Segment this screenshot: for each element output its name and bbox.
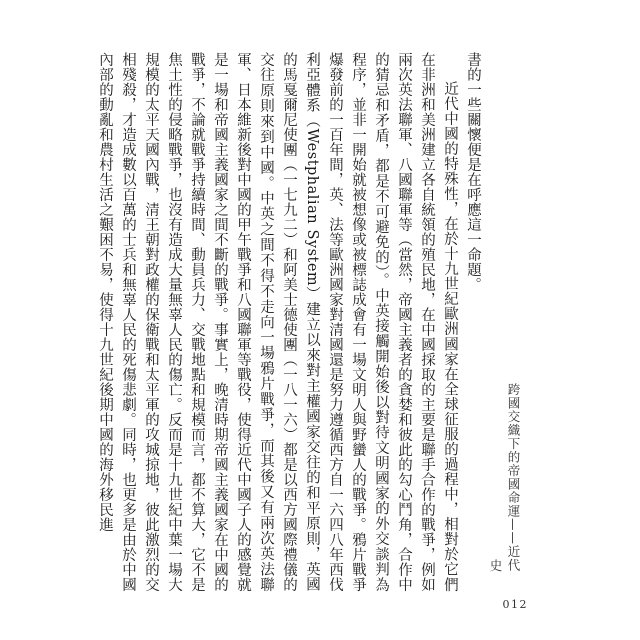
paragraph-modern-china: 近代中國的特殊性，在於十九世紀歐洲國家在全球征服的過程中，相對於它們在非洲和美洲建立各自統領的殖民地，在中國採取的主要是聯手合作的戰爭，例如兩次英法聯軍、八國聯軍等（當然，帝國主義者的貪婪和彼此的勾心鬥角，合作中的猜忌和矛盾，都是不可避免的）。中英接觸開始後以對待文明國家的外交談判為程序，並非一開始就被想像或被標誌成會有一場文明人與野蠻人的戰爭。鴉片戰爭爆發前的一百年間，英、法等歐洲國家對清國還是努力遵循西方自一六四八年西伐利亞體系（Westphalian System）建立以來對主權國家交往的和平原則，英國的馬戛爾尼使團（一七九二）和阿美士德使團（一八一六）都是以西方國際禮儀的交往原則來到中國。中英之間不得不走向一場鴉片戰爭，而其後又有兩次英法聯軍、日本維新後對中國的甲午戰爭和八國聯軍等戰役，使得近代中國子人的感覺就是一場和帝國主義國家之間不斷的戰爭。事實上，晚清時期帝國主義國家在中國的戰爭，不論就戰爭持續時間、動員兵力、交戰地點和規模而言，都不算大，它不是焦土性的侵略戰爭，也沒有造成大量無辜人民的傷亡。反而是十九世紀中葉一場大規模的太平天國內戰，清王朝對政權的保衛戰和太平軍的攻城掠地，彼此激烈的交相殘殺，才造成數以百萬的士兵和無辜人民的死傷悲劇。同時，也更多是由於中國內部的動亂和農村生活之艱困不易，使得十九世紀後期中國的海外移民進 [97,52,458,592]
running-head: 跨國交織下的帝國命運——近代史 [488,383,521,572]
body-text [97,52,484,592]
paragraph-continuation: 書的一些關懷便是在呼應這一命題。 [465,52,481,292]
page-number: 012 [502,598,528,611]
